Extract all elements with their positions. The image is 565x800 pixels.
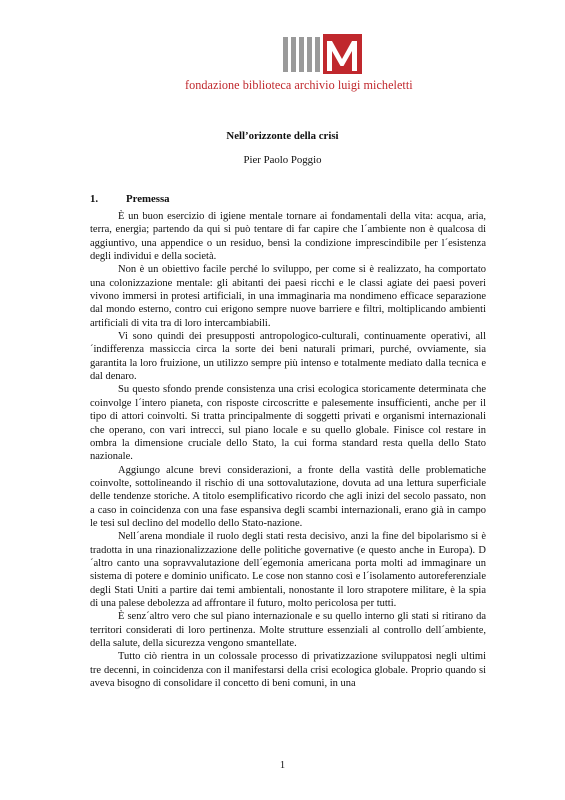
paragraph: Non è un obiettivo facile perché lo sviluppo, per come si è realizzato, ha comportato una colonizzazione mentale: gli abitanti dei paesi ricchi e le classi agiate dei paesi poveri vivono immersi in protesi artificiali, in una immaginaria ma nondimeno efficace separazione dal mondo esterno, contro cui erigono sempre nuove barriere e filtri, moltiplicando ambienti artificiali di vita tra di loro intercambiabili. — [90, 264, 486, 329]
foundation-logo — [283, 34, 363, 74]
section-heading — [90, 193, 170, 205]
article-author: Pier Paolo Poggio — [243, 154, 322, 166]
paragraph: Nell´arena mondiale il ruolo degli stati resta decisivo, anzi la fine del bipolarismo si è tradotta in una rinazionalizzazione delle politiche governative (e questo anche in Europa). D´altro canto una sopravvalutazione dell´egemonia americana porta molti ad immaginare un sistema di potere e dominio unificato. Le cose non stanno così e l´isolamento autoreferenziale degli Stati Uniti a partire dai temi ambientali, nonostante il loro strapotere militare, è la spia di una palese debolezza ad affrontare il futuro, molto pericolosa per tutti. — [90, 531, 486, 609]
paragraph: Tutto ciò rientra in un colossale processo di privatizzazione sviluppatosi negli ultimi tre decenni, in coincidenza con il manifestarsi della crisi ecologica globale. Proprio quando si aveva bisogno di consolidare il concetto di beni comuni, in una — [90, 651, 486, 690]
section-title: Premessa — [126, 193, 170, 205]
paragraph: Aggiungo alcune brevi considerazioni, a fronte della vastità delle problematiche coinvolte, sottolineando il rischio di una sottovalutazione, dovuta ad una lettura superficiale delle tendenze storiche. A titolo esemplificativo ricordo che agli inizi del secolo passato, non a caso in coincidenza con una fase espansiva degli scambi internazionali, erano già in campo le tesi sul declino del modello dello Stato-nazione. — [90, 464, 486, 529]
paragraph: Su questo sfondo prende consistenza una crisi ecologica storicamente determinata che coinvolge l´intero pianeta, con risposte circoscritte e palesemente insufficienti, anche per il tipo di attori coinvolti. Si tratta principalmente di soggetti privati e organismi internazionali che operano, con vari intrecci, sul piano locale e su quello globale. Finisce col restare in ombra la dimensione cruciale dello Stato, la cui forma standard resta quella dello Stato nazionale. — [90, 384, 486, 463]
paragraph: È un buon esercizio di igiene mentale tornare ai fondamentali della vita: acqua, aria, terra, energia; partendo da qui si può tentare di far capire che l´ambiente non è qualcosa di aggiuntivo, una appendice o un residuo, bensì la condizione imprescindibile per l´esistenza degli individui e della società. — [90, 211, 486, 263]
page-number: 1 — [279, 760, 286, 771]
article-title: Nell’orizzonte della crisi — [226, 130, 339, 142]
foundation-name: fondazione biblioteca archivio luigi micheletti — [185, 78, 413, 92]
logo-graphic — [283, 34, 363, 74]
paragraph: È senz´altro vero che sul piano internazionale e su quello interno gli stati si ritirano da territori considerati di loro pertinenza. Molte strutture essenziali al controllo dell´ambiente, della salute, della sicurezza vengono smantellate. — [90, 611, 486, 649]
article-body — [90, 210, 486, 690]
paragraph: Vi sono quindi dei presupposti antropologico-culturali, continuamente operativi, all´indifferenza massiccia circa la sorte dei beni naturali primari, purché, ovviamente, sia garantita la loro fruizione, un utilizzo sempre più intenso e totalmente mediato dalla tecnica e dal denaro. — [90, 331, 486, 383]
section-number: 1. — [90, 193, 99, 205]
